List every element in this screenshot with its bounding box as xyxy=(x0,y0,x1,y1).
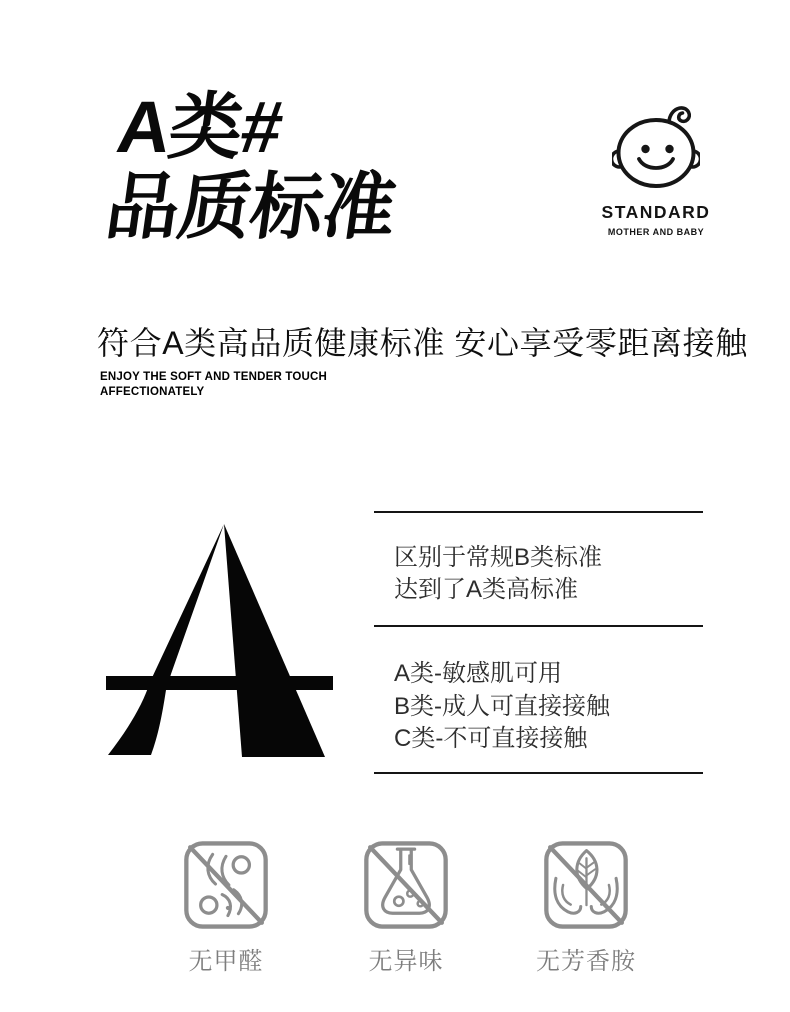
divider-middle xyxy=(374,625,703,627)
feature-no-formaldehyde xyxy=(166,840,286,976)
section-headline: 符合A类高品质健康标准 安心享受零距离接触 xyxy=(97,325,748,361)
no-odor-flask-icon xyxy=(363,840,449,930)
grade-b-line: B类-成人可直接接触 xyxy=(394,692,610,720)
compare-block xyxy=(394,542,602,606)
divider-top xyxy=(374,511,703,513)
feature-label: 无异味 xyxy=(368,948,444,975)
grade-a-line: A类-敏感肌可用 xyxy=(394,660,562,687)
baby-face-icon xyxy=(612,102,700,198)
feature-label: 无甲醛 xyxy=(188,948,264,975)
english-subline-2: AFFECTIONATELY xyxy=(100,386,205,398)
brand-name: STANDARD xyxy=(601,202,711,222)
grade-c-line: C类-不可直接接触 xyxy=(394,725,588,752)
page-title xyxy=(101,88,411,248)
feature-label: 无芳香胺 xyxy=(536,948,636,975)
no-formaldehyde-icon xyxy=(183,840,269,930)
grade-a-letter xyxy=(105,524,337,757)
compare-line-2: 达到了A类高标准 xyxy=(394,576,579,603)
brand-block xyxy=(588,102,724,237)
grades-block xyxy=(394,658,610,756)
page-title-line-1: A类# xyxy=(112,87,287,168)
brand-subtitle: MOTHER AND BABY xyxy=(607,227,705,237)
english-subline-1: ENJOY THE SOFT AND TENDER TOUCH xyxy=(100,371,328,383)
page-title-line-2: 品质标准 xyxy=(101,167,401,248)
hands-holding-leaf-icon xyxy=(543,840,629,930)
feature-no-odor xyxy=(346,840,466,976)
grade-a-letter-glyph xyxy=(105,524,337,757)
compare-line-1: 区别于常规B类标准 xyxy=(394,544,603,571)
divider-bottom xyxy=(374,772,703,774)
feature-no-aromatic-amine xyxy=(526,840,646,976)
